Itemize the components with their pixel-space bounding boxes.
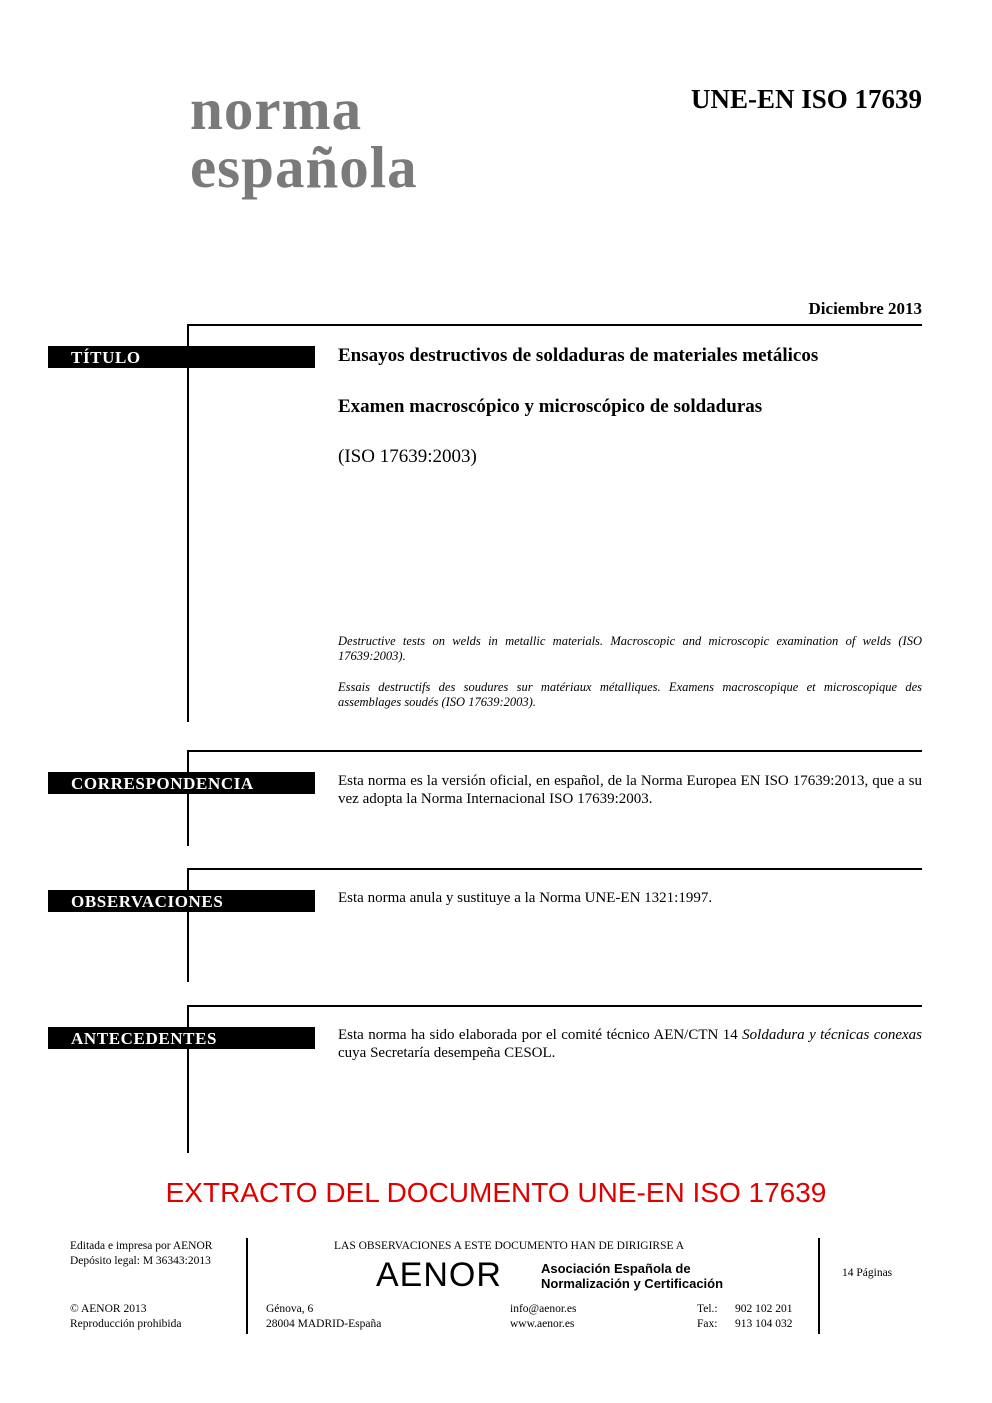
correspondencia-text: Esta norma es la versión oficial, en español, de la Norma Europea EN ISO 17639:2013, que a su vez adopta la Norma Internacional ISO 17639:2003. xyxy=(338,773,922,807)
page-count: 14 Páginas xyxy=(842,1267,893,1279)
brand-wordmark xyxy=(190,76,418,200)
antecedentes-text-start: Esta norma ha sido elaborada por el comité técnico AEN/CTN 14 xyxy=(338,1027,743,1043)
standard-code: UNE-EN ISO 17639 xyxy=(690,84,922,114)
footer-reproduction: Reproducción prohibida xyxy=(70,1318,182,1330)
section-rule-observaciones xyxy=(187,868,922,870)
footer-online xyxy=(510,1302,576,1332)
footer-fax-label: Fax: xyxy=(697,1318,718,1330)
extract-watermark: EXTRACTO DEL DOCUMENTO UNE-EN ISO 17639 xyxy=(165,1177,827,1208)
section-rule-titulo xyxy=(187,324,922,326)
footer-fax: 913 104 032 xyxy=(735,1318,793,1330)
section-vrule-observaciones xyxy=(187,868,189,982)
publication-date: Diciembre 2013 xyxy=(808,299,922,318)
label-observaciones: OBSERVACIONES xyxy=(48,890,315,912)
brand-line-1: norma xyxy=(190,76,363,142)
footer-observations-header: LAS OBSERVACIONES A ESTE DOCUMENTO HAN DE DIRIGIRSE A xyxy=(334,1240,685,1252)
footer-phone-numbers xyxy=(735,1302,793,1332)
aenor-logo: AENOR xyxy=(376,1256,502,1294)
title-sub: Examen macroscópico y microscópico de soldaduras xyxy=(338,396,763,417)
footer-divider-left xyxy=(246,1238,248,1334)
aenor-name-line-2: Normalización y Certificación xyxy=(541,1276,724,1291)
brand-line-2: española xyxy=(190,134,418,200)
committee-name: Soldadura y técnicas conexas xyxy=(742,1027,923,1043)
aenor-full-name xyxy=(541,1261,723,1291)
section-rule-antecedentes xyxy=(187,1005,922,1007)
footer-copyright-block xyxy=(70,1302,181,1332)
footer-deposit: Depósito legal: M 36343:2013 xyxy=(70,1255,211,1267)
footer-web: www.aenor.es xyxy=(510,1318,575,1330)
section-vrule-correspondencia xyxy=(187,750,189,846)
footer-address-line-1: Génova, 6 xyxy=(266,1303,314,1315)
label-titulo: TÍTULO xyxy=(48,346,315,368)
footer-email: info@aenor.es xyxy=(510,1303,577,1315)
footer-address-line-2: 28004 MADRID-España xyxy=(266,1318,382,1330)
footer-copyright: © AENOR 2013 xyxy=(70,1303,147,1315)
footer-edition-block xyxy=(70,1239,212,1269)
label-antecedentes: ANTECEDENTES xyxy=(48,1027,315,1049)
title-french: Essais destructifs des soudures sur matériaux métalliques. Examens macroscopique et microscopique des assemblages soudés (ISO 17639:2003). xyxy=(338,680,922,709)
section-vrule-titulo xyxy=(187,324,189,722)
footer-divider-right xyxy=(818,1238,820,1334)
footer-address xyxy=(266,1302,381,1332)
title-main: Ensayos destructivos de soldaduras de materiales metálicos xyxy=(338,345,819,366)
antecedentes-text xyxy=(338,1026,922,1062)
antecedentes-text-end: cuya Secretaría desempeña CESOL. xyxy=(338,1045,556,1061)
section-rule-correspondencia xyxy=(187,750,922,752)
aenor-name-line-1: Asociación Española de xyxy=(541,1261,691,1276)
title-english: Destructive tests on welds in metallic materials. Macroscopic and microscopic examination of welds (ISO 17639:2003). xyxy=(338,634,922,663)
footer-phone-labels xyxy=(697,1302,718,1332)
observaciones-text: Esta norma anula y sustituye a la Norma UNE-EN 1321:1997. xyxy=(338,890,713,906)
footer-tel-label: Tel.: xyxy=(697,1303,718,1315)
label-correspondencia: CORRESPONDENCIA xyxy=(48,772,315,794)
footer-edited: Editada e impresa por AENOR xyxy=(70,1240,213,1252)
title-iso-reference: (ISO 17639:2003) xyxy=(338,446,477,467)
footer-tel: 902 102 201 xyxy=(735,1303,793,1315)
